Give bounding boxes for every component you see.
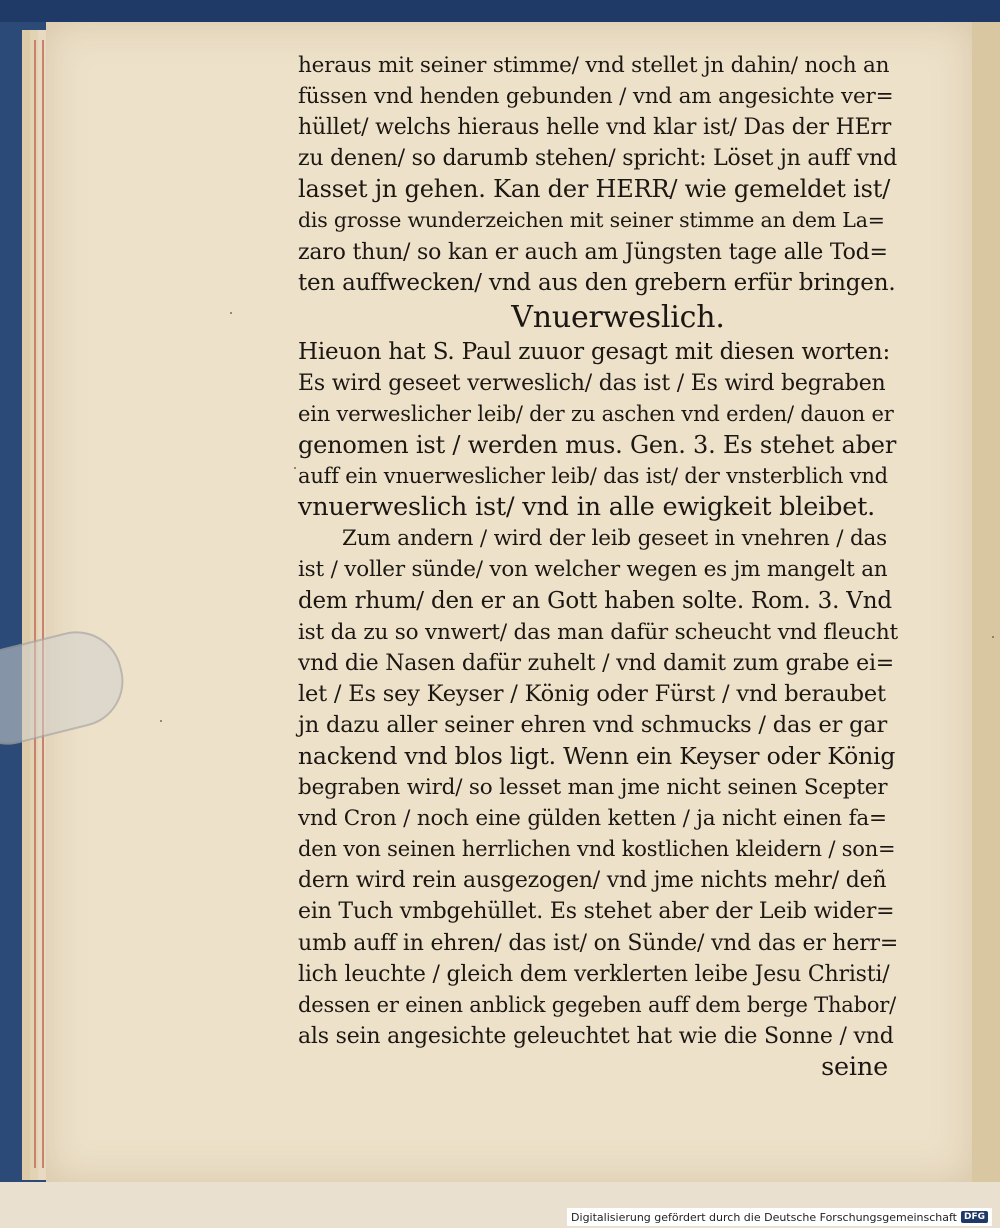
red-page-edge (42, 40, 44, 1168)
text-line: ein verweslicher leib/ der zu aschen vnd erden/ dauon er (298, 401, 894, 426)
scan-backdrop (0, 0, 1000, 22)
text-line: heraus mit seiner stimme/ vnd stellet jn dahin/ noch an (298, 53, 890, 78)
text-line: ist da zu so vnwert/ das man dafür scheucht vnd fleucht (298, 619, 898, 645)
text-line: let / Es sey Keyser / König oder Fürst / vnd beraubet (298, 680, 886, 707)
red-page-edge (34, 40, 36, 1168)
text-line: zaro thun/ so kan er auch am Jüngsten tage alle Tod= (298, 239, 888, 265)
paper-speck (294, 467, 296, 469)
text-line: genomen ist / werden mus. Gen. 3. Es stehet aber (298, 431, 897, 460)
text-line: ten auffwecken/ vnd aus den grebern erfür bringen. (298, 269, 896, 296)
text-line: dessen er einen anblick gegeben auff dem berge Thabor/ (298, 992, 897, 1017)
text-line: auff ein vnuerweslicher leib/ das ist/ der vnsterblich vnd (298, 464, 888, 489)
text-line: jn dazu aller seiner ehren vnd schmucks / das er gar (298, 711, 888, 738)
text-line: vnd die Nasen dafür zuhelt / vnd damit zum grabe ei= (298, 650, 895, 676)
text-line: den von seinen herrlichen vnd kostlichen kleidern / son= (298, 837, 896, 862)
paper-speck (230, 312, 232, 314)
text-line: ein Tuch vmbgehüllet. Es stehet aber der Leib wider= (298, 899, 895, 925)
text-line: Es wird geseet verweslich/ das ist / Es wird begraben (298, 370, 886, 396)
dfg-logo: DFG (961, 1211, 988, 1223)
text-line: umb auff in ehren/ das ist/ on Sünde/ vnd das er herr= (298, 930, 899, 956)
text-line: zu denen/ so darumb stehen/ spricht: Löset jn auff vnd (298, 146, 897, 172)
text-line: lich leuchte / gleich dem verklerten leibe Jesu Christi/ (298, 961, 890, 987)
text-line: vnd Cron / noch eine gülden ketten / ja nicht einen fa= (298, 806, 887, 832)
text-line: lasset jn gehen. Kan der HERR/ wie gemeldet ist/ (298, 175, 891, 204)
text-line: begraben wird/ so lesset man jme nicht seinen Scepter (298, 775, 888, 801)
paper-speck (160, 720, 162, 722)
page-right-edge (972, 22, 1000, 1182)
text-line: dis grosse wunderzeichen mit seiner stimme an dem La= (298, 208, 885, 233)
text-line: Hieuon hat S. Paul zuuor gesagt mit diesen worten: (298, 338, 890, 365)
text-line: als sein angesichte geleuchtet hat wie die Sonne / vnd (298, 1023, 894, 1049)
text-line: dern wird rein ausgezogen/ vnd jme nichts mehr/ deñ (298, 868, 887, 894)
page-text (298, 50, 898, 1083)
text-line: Zum andern / wird der leib geseet in vnehren / das (342, 526, 887, 552)
text-line: ist / voller sünde/ von welcher wegen es jm mangelt an (298, 557, 888, 583)
catchword: seine (821, 1051, 888, 1082)
text-line: hüllet/ welchs hieraus helle vnd klar ist/ Das der HErr (298, 115, 892, 141)
text-line: füssen vnd henden gebunden / vnd am angesichte ver= (298, 84, 894, 110)
digitization-credit (567, 1208, 992, 1226)
text-line: dem rhum/ den er an Gott haben solte. Rom. 3. Vnd (298, 587, 892, 614)
text-line: vnuerweslich ist/ vnd in alle ewigkeit bleibet. (298, 492, 876, 523)
text-line: nackend vnd blos ligt. Wenn ein Keyser oder König (298, 741, 896, 770)
section-heading: Vnuerweslich. (511, 299, 725, 335)
credit-text: Digitalisierung gefördert durch die Deutsche Forschungsgemeinschaft (571, 1210, 957, 1224)
paper-speck (992, 636, 994, 638)
